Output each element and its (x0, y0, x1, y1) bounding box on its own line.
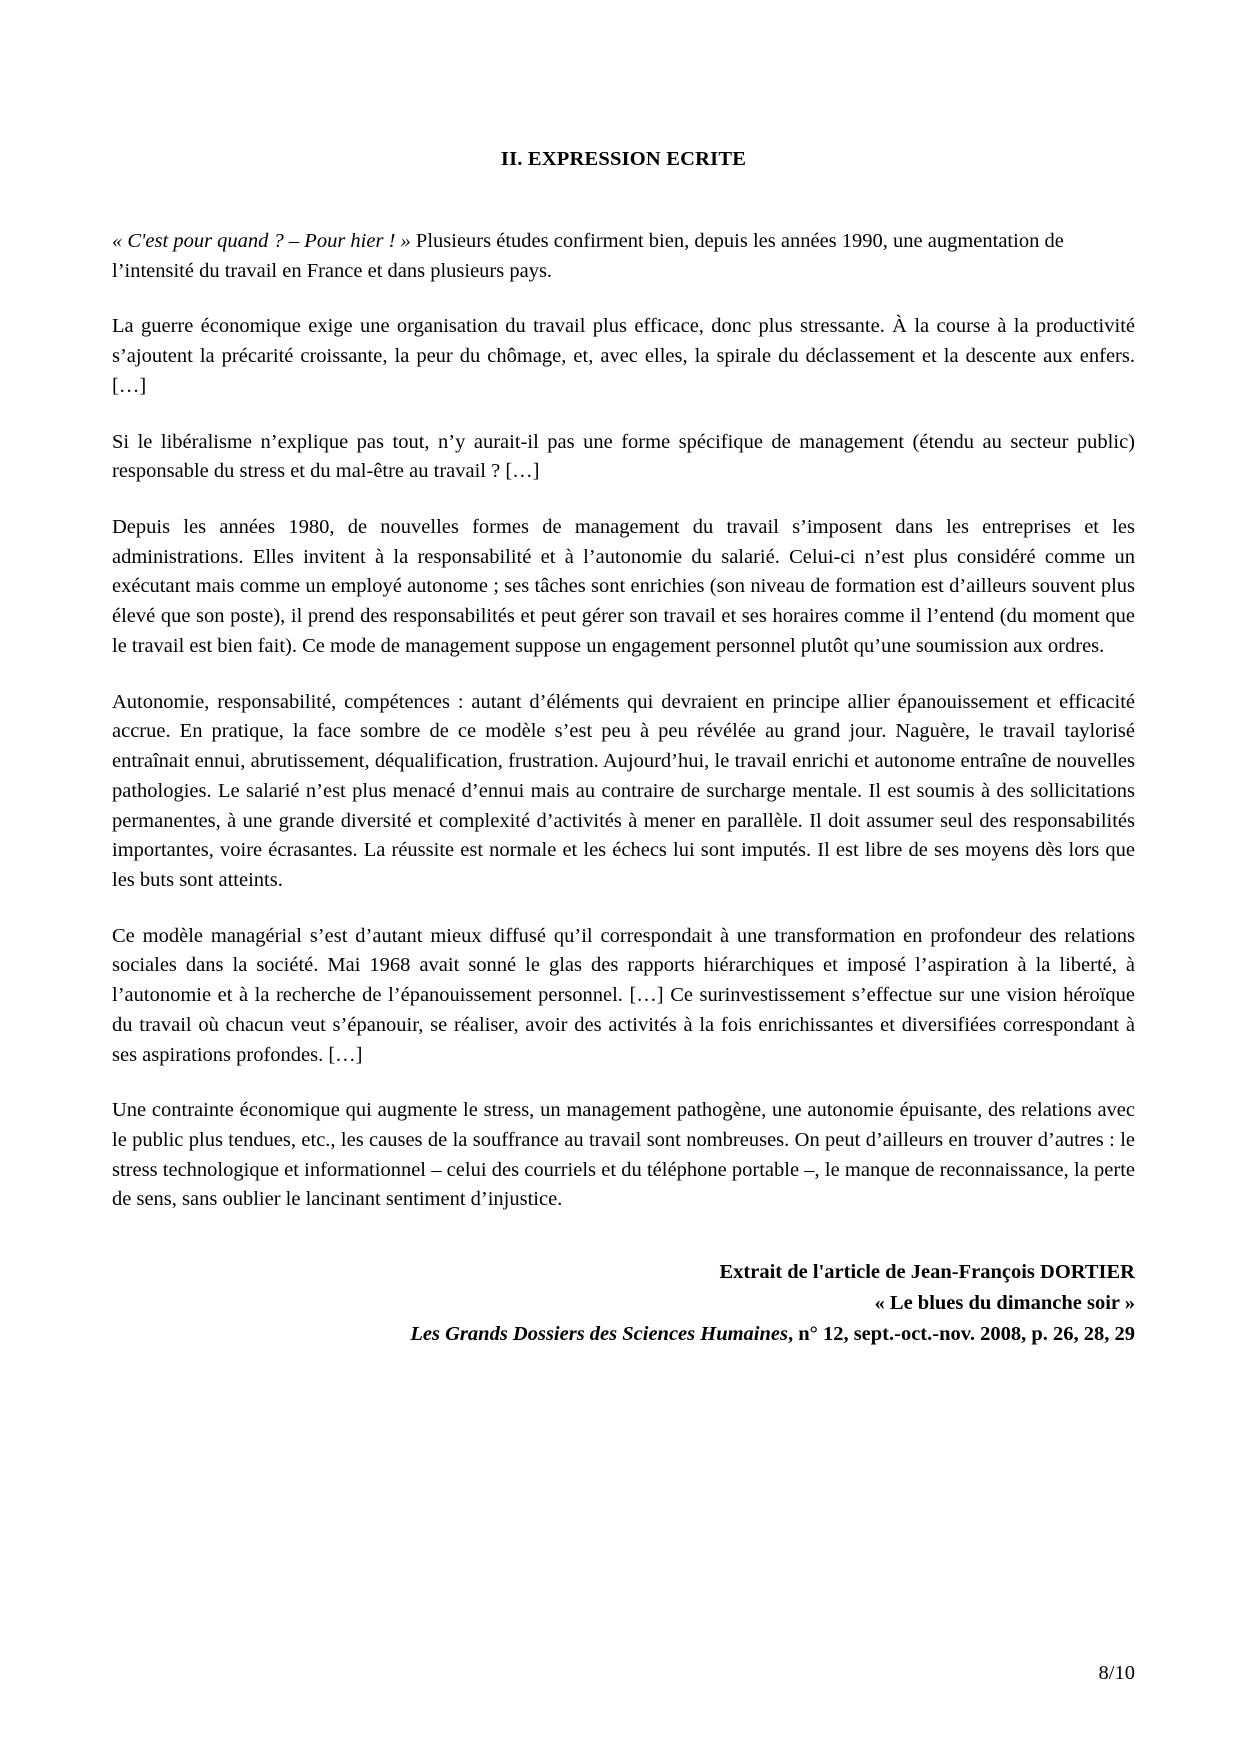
paragraph-7: Une contrainte économique qui augmente le stress, un management pathogène, une autonomie épuisante, des relations avec le public plus tendues, etc., les causes de la souffrance au travail sont nombreuses. On peut d’ailleurs en trouver d’autres : le stress technologique et informationnel – celui des courriels et du téléphone portable –, le manque de reconnaissance, la perte de sens, sans oublier le lancinant sentiment d’injustice. (112, 1099, 1135, 1211)
paragraph-2: La guerre économique exige une organisation du travail plus efficace, donc plus stressante. À la course à la productivité s’ajoutent la précarité croissante, la peur du chômage, et, avec elles, la spirale du déclassement et la descente aux enfers. […] (112, 315, 1135, 397)
attribution-article: Extrait de l'article de Jean-François DORTIER (719, 1261, 1135, 1284)
paragraph-intro (112, 227, 1135, 286)
paragraph-3: Si le libéralisme n’explique pas tout, n’y aurait-il pas une forme spécifique de management (étendu au secteur public) responsable du stress et du mal-être au travail ? […] (112, 430, 1135, 483)
paragraph-6: Ce modèle managérial s’est d’autant mieux diffusé qu’il correspondait à une transformation en profondeur des relations sociales dans la société. Mai 1968 avait sonné le glas des rapports hiérarchiques et imposé l’aspiration à la liberté, à l’autonomie et à la recherche de l’épanouissement personnel. […] Ce surinvestissement s’effectue sur une vision héroïque du travail où chacun veut s’épanouir, se réaliser, avoir des activités à la fois enrichissantes et diversifiées correspondant à ses aspirations profondes. […] (112, 924, 1135, 1066)
attribution-journal: Les Grands Dossiers des Sciences Humaines (410, 1322, 788, 1345)
paragraph-intro-quote: « C'est pour quand ? – Pour hier ! » (112, 230, 411, 252)
source-attribution (112, 1257, 1135, 1349)
paragraph-5: Autonomie, responsabilité, compétences : autant d’éléments qui devraient en principe allier épanouissement et efficacité accrue. En pratique, la face sombre de ce modèle s’est peu à peu révélée au grand jour. Naguère, le travail taylorisé entraînait ennui, abrutissement, déqualification, frustration. Aujourd’hui, le travail enrichi et autonome entraîne de nouvelles pathologies. Le salarié n’est plus menacé d’ennui mais au contraire de surcharge mentale. Il est soumis à des sollicitations permanentes, à une grande diversité et complexité d’activités à mener en parallèle. Il doit assumer seul des responsabilités importantes, voire écrasantes. La réussite est normale et les échecs lui sont imputés. Il est libre de ses moyens dès lors que les buts sont atteints. (112, 690, 1135, 891)
paragraph-4: Depuis les années 1980, de nouvelles formes de management du travail s’imposent dans les entreprises et les administrations. Elles invitent à la responsabilité et à l’autonomie du salarié. Celui-ci n’est plus considéré comme un exécutant mais comme un employé autonome ; ses tâches sont enrichies (son niveau de formation est d’ailleurs souvent plus élevé que son poste), il prend des responsabilités et peut gérer son travail et ses horaires comme il l’entend (du moment que le travail est bien fait). Ce mode de management suppose un engagement personnel plutôt qu’une soumission aux ordres. (112, 516, 1135, 657)
paragraph-intro-text: Plusieurs études confirment bien, depuis les années 1990, une augmentation de l’intensité du travail en France et dans plusieurs pays. (112, 230, 1064, 282)
attribution-reference (112, 1319, 1135, 1350)
page-number: 8/10 (1098, 1662, 1135, 1684)
attribution-issue: , n° 12, sept.-oct.-nov. 2008, p. 26, 28, 29 (787, 1322, 1135, 1345)
page-title: II. EXPRESSION ECRITE (500, 148, 747, 170)
attribution-subtitle: « Le blues du dimanche soir » (874, 1291, 1135, 1314)
